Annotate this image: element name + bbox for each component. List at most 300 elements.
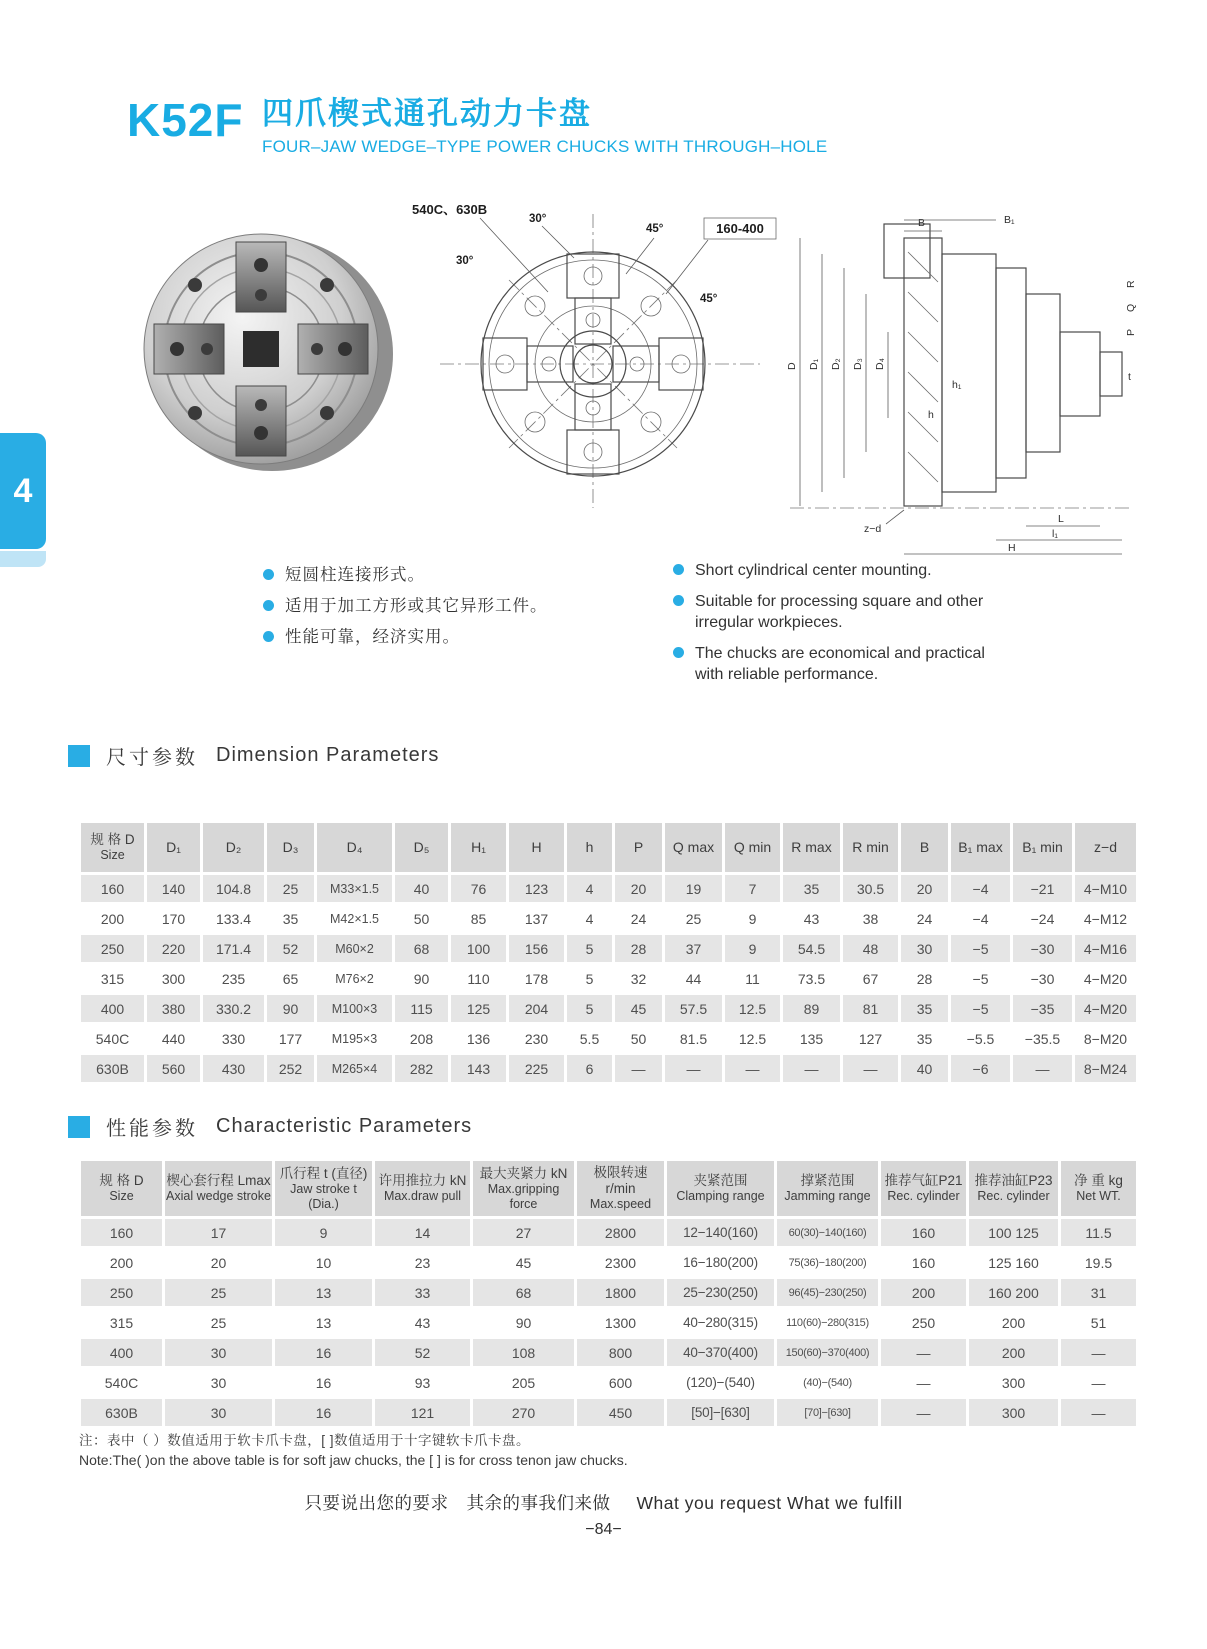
front-view-drawing	[408, 196, 780, 512]
column-header: 最大夹紧力 kN Max.gripping force	[472, 1160, 576, 1218]
characteristic-header-row	[80, 1160, 1138, 1218]
feature-text: 短圆柱连接形式。	[285, 566, 425, 584]
value-cell: 40	[900, 1054, 950, 1084]
value-cell: 150(60)−370(400)	[776, 1338, 880, 1368]
value-cell: 115	[394, 994, 450, 1024]
value-cell: 65	[266, 964, 316, 994]
value-cell: 25	[164, 1308, 274, 1338]
value-cell: 100 125	[968, 1218, 1060, 1248]
value-cell: 33	[374, 1278, 472, 1308]
feature-text: Suitable for processing square and other irregular workpieces.	[695, 593, 984, 631]
value-cell: 5	[566, 934, 614, 964]
value-cell: 2300	[576, 1248, 666, 1278]
value-cell: —	[880, 1398, 968, 1428]
table-row	[80, 1338, 1138, 1368]
dim-P: P	[1125, 328, 1137, 336]
value-cell: 68	[394, 934, 450, 964]
value-cell: 160 200	[968, 1278, 1060, 1308]
feature-text: The chucks are economical and practical with reliable performance.	[695, 645, 985, 683]
width-dimensions	[904, 214, 1015, 421]
value-cell: 12.5	[724, 994, 782, 1024]
value-cell: 8−M24	[1074, 1054, 1138, 1084]
value-cell: 800	[576, 1338, 666, 1368]
value-cell: 177	[266, 1024, 316, 1054]
chapter-tab-shadow	[0, 551, 46, 567]
angle-45-label: 45°	[646, 223, 664, 235]
column-header: Q max	[664, 822, 724, 874]
dim-Q: Q	[1125, 303, 1137, 312]
value-cell: 270	[472, 1398, 576, 1428]
value-cell: 143	[450, 1054, 508, 1084]
table-row	[80, 1308, 1138, 1338]
column-header: 推荐气缸P21 Rec. cylinder	[880, 1160, 968, 1218]
feature-item	[263, 596, 663, 617]
column-header: P	[614, 822, 664, 874]
angle-30-label: 30°	[529, 213, 547, 225]
value-cell: 204	[508, 994, 566, 1024]
value-cell: 20	[164, 1248, 274, 1278]
section-view-drawing	[782, 212, 1144, 560]
column-header: H₁	[450, 822, 508, 874]
footer-slogan-cn: 只要说出您的要求 其余的事我们来做	[304, 1493, 611, 1513]
bullet-icon	[673, 595, 684, 606]
value-cell: 28	[614, 934, 664, 964]
value-cell: 300	[968, 1368, 1060, 1398]
section-title-en: Dimension Parameters	[216, 744, 440, 766]
page-header	[127, 93, 243, 147]
size-cell: 160	[80, 874, 146, 904]
value-cell: 205	[472, 1368, 576, 1398]
value-cell: 6	[566, 1054, 614, 1084]
size-cell: 540C	[80, 1368, 164, 1398]
column-header: 爪行程 t (直径) Jaw stroke t (Dia.)	[274, 1160, 374, 1218]
value-cell: 19.5	[1060, 1248, 1138, 1278]
value-cell: 220	[146, 934, 202, 964]
value-cell: 110	[450, 964, 508, 994]
centerlines	[440, 214, 760, 508]
value-cell: −6	[950, 1054, 1012, 1084]
value-cell: 136	[450, 1024, 508, 1054]
value-cell: 67	[842, 964, 900, 994]
section-marker	[68, 745, 90, 767]
value-cell: [50]−[630]	[666, 1398, 776, 1428]
value-cell: M195×3	[316, 1024, 394, 1054]
column-header: h	[566, 822, 614, 874]
table-row	[80, 1024, 1138, 1054]
value-cell: 11.5	[1060, 1218, 1138, 1248]
chapter-number: 4	[13, 471, 33, 510]
size-cell: 200	[80, 904, 146, 934]
column-header: R min	[842, 822, 900, 874]
value-cell: 43	[374, 1308, 472, 1338]
angle-30b-label: 30°	[456, 255, 474, 267]
value-cell: 4−M12	[1074, 904, 1138, 934]
value-cell: M60×2	[316, 934, 394, 964]
dim-H: H	[1008, 542, 1016, 554]
value-cell: 380	[146, 994, 202, 1024]
size-cell: 250	[80, 934, 146, 964]
column-header: D₃	[266, 822, 316, 874]
value-cell: 225	[508, 1054, 566, 1084]
value-cell: −21	[1012, 874, 1074, 904]
column-header: 规 格 D Size	[80, 1160, 164, 1218]
feature-text: 适用于加工方形或其它异形工件。	[285, 597, 548, 615]
value-cell: 50	[614, 1024, 664, 1054]
value-cell: 20	[614, 874, 664, 904]
footer-slogan-en: What you request What we fulfill	[636, 1493, 903, 1513]
table-row	[80, 874, 1138, 904]
value-cell: 44	[664, 964, 724, 994]
dim-D: D	[786, 362, 798, 370]
value-cell: 89	[782, 994, 842, 1024]
right-dimensions	[1125, 280, 1137, 383]
value-cell: 600	[576, 1368, 666, 1398]
value-cell: 300	[968, 1398, 1060, 1428]
value-cell: 450	[576, 1398, 666, 1428]
value-cell: −4	[950, 904, 1012, 934]
dim-t: t	[1128, 371, 1131, 383]
value-cell: 1300	[576, 1308, 666, 1338]
column-header: z−d	[1074, 822, 1138, 874]
value-cell: 24	[900, 904, 950, 934]
value-cell: 30	[900, 934, 950, 964]
value-cell: 17	[164, 1218, 274, 1248]
value-cell: 13	[274, 1308, 374, 1338]
note-cn: 注：表中（ ）数值适用于软卡爪卡盘，[ ]数值适用于十字键软卡爪卡盘。	[79, 1433, 531, 1448]
value-cell: 4−M16	[1074, 934, 1138, 964]
value-cell: 100	[450, 934, 508, 964]
size-cell: 315	[80, 964, 146, 994]
value-cell: 252	[266, 1054, 316, 1084]
dim-h1: h₁	[952, 379, 962, 391]
value-cell: 37	[664, 934, 724, 964]
value-cell: 250	[880, 1308, 968, 1338]
bullet-icon	[263, 631, 274, 642]
value-cell: 48	[842, 934, 900, 964]
value-cell: 4	[566, 904, 614, 934]
bullet-icon	[673, 647, 684, 658]
value-cell: −35	[1012, 994, 1074, 1024]
value-cell: 57.5	[664, 994, 724, 1024]
size-cell: 160	[80, 1218, 164, 1248]
column-header: 净 重 kg Net WT.	[1060, 1160, 1138, 1218]
table-row	[80, 1054, 1138, 1084]
table-row	[80, 1368, 1138, 1398]
value-cell: 45	[472, 1248, 576, 1278]
dim-R: R	[1125, 280, 1137, 288]
value-cell: —	[880, 1338, 968, 1368]
value-cell: M33×1.5	[316, 874, 394, 904]
value-cell: 200	[968, 1338, 1060, 1368]
value-cell: 440	[146, 1024, 202, 1054]
value-cell: 13	[274, 1278, 374, 1308]
value-cell: −30	[1012, 934, 1074, 964]
value-cell: —	[614, 1054, 664, 1084]
bullet-icon	[263, 569, 274, 580]
value-cell: [70]−[630]	[776, 1398, 880, 1428]
dimension-section-header	[68, 741, 439, 770]
value-cell: 25	[164, 1278, 274, 1308]
value-cell: M76×2	[316, 964, 394, 994]
value-cell: 24	[614, 904, 664, 934]
value-cell: −5	[950, 994, 1012, 1024]
size-cell: 250	[80, 1278, 164, 1308]
value-cell: 23	[374, 1248, 472, 1278]
value-cell: 40−280(315)	[666, 1308, 776, 1338]
value-cell: 25−230(250)	[666, 1278, 776, 1308]
value-cell: 430	[202, 1054, 266, 1084]
leader-lines	[480, 218, 708, 294]
value-cell: 300	[146, 964, 202, 994]
dim-D3: D₃	[852, 358, 864, 370]
size-cell: 400	[80, 994, 146, 1024]
value-cell: 160	[880, 1248, 968, 1278]
value-cell: —	[880, 1368, 968, 1398]
value-cell: 35	[900, 994, 950, 1024]
feature-item	[673, 591, 1003, 633]
value-cell: 170	[146, 904, 202, 934]
value-cell: 200	[968, 1308, 1060, 1338]
section-marker	[68, 1116, 90, 1138]
table-row	[80, 1248, 1138, 1278]
column-header: 许用推拉力 kN Max.draw pull	[374, 1160, 472, 1218]
value-cell: 51	[1060, 1308, 1138, 1338]
value-cell: 54.5	[782, 934, 842, 964]
page-title-en: FOUR–JAW WEDGE–TYPE POWER CHUCKS WITH THROUGH–HOLE	[262, 137, 828, 156]
features-list-en	[673, 560, 1003, 695]
angle-45b-label: 45°	[700, 293, 718, 305]
value-cell: 8−M20	[1074, 1024, 1138, 1054]
value-cell: 108	[472, 1338, 576, 1368]
characteristic-section-header	[68, 1112, 472, 1141]
value-cell: 40	[394, 874, 450, 904]
size-cell: 630B	[80, 1054, 146, 1084]
value-cell: 30	[164, 1398, 274, 1428]
value-cell: 60(30)−140(160)	[776, 1218, 880, 1248]
value-cell: 27	[472, 1218, 576, 1248]
dim-h: h	[928, 409, 934, 421]
diameter-dimensions	[786, 238, 888, 506]
value-cell: 50	[394, 904, 450, 934]
note-en: Note:The( )on the above table is for soft jaw chucks, the [ ] is for cross tenon jaw chucks.	[79, 1452, 628, 1468]
dim-B: B	[918, 217, 926, 229]
value-cell: 81.5	[664, 1024, 724, 1054]
size-cell: 200	[80, 1248, 164, 1278]
page-title-cn: 四爪楔式通孔动力卡盘	[262, 96, 592, 131]
value-cell: 171.4	[202, 934, 266, 964]
column-header: 夹紧范围 Clamping range	[666, 1160, 776, 1218]
feature-item	[263, 565, 663, 586]
value-cell: 178	[508, 964, 566, 994]
range-label: 160-400	[716, 221, 764, 236]
table-row	[80, 1398, 1138, 1428]
value-cell: 35	[266, 904, 316, 934]
value-cell: 30.5	[842, 874, 900, 904]
value-cell: 110(60)−280(315)	[776, 1308, 880, 1338]
section-title-cn: 尺寸参数	[106, 747, 198, 769]
feature-item	[673, 643, 1003, 685]
value-cell: (40)−(540)	[776, 1368, 880, 1398]
table-row	[80, 964, 1138, 994]
feature-item	[673, 560, 1003, 581]
value-cell: 200	[880, 1278, 968, 1308]
value-cell: 156	[508, 934, 566, 964]
value-cell: 73.5	[782, 964, 842, 994]
column-header: B₁ min	[1012, 822, 1074, 874]
value-cell: M42×1.5	[316, 904, 394, 934]
characteristic-table	[78, 1158, 1139, 1429]
value-cell: 5	[566, 994, 614, 1024]
value-cell: 4	[566, 874, 614, 904]
value-cell: 16−180(200)	[666, 1248, 776, 1278]
value-cell: 81	[842, 994, 900, 1024]
value-cell: 121	[374, 1398, 472, 1428]
value-cell: 235	[202, 964, 266, 994]
value-cell: 137	[508, 904, 566, 934]
value-cell: 5	[566, 964, 614, 994]
value-cell: —	[724, 1054, 782, 1084]
table-row	[80, 1218, 1138, 1248]
value-cell: 330.2	[202, 994, 266, 1024]
column-header: D₁	[146, 822, 202, 874]
dimension-table	[78, 820, 1139, 1085]
value-cell: 90	[266, 994, 316, 1024]
value-cell: —	[1060, 1338, 1138, 1368]
size-cell: 400	[80, 1338, 164, 1368]
dim-B1: B₁	[1004, 214, 1015, 226]
dim-D2: D₂	[830, 358, 842, 370]
bullet-icon	[263, 600, 274, 611]
column-header: D₅	[394, 822, 450, 874]
value-cell: 16	[274, 1368, 374, 1398]
column-header: 撑紧范围 Jamming range	[776, 1160, 880, 1218]
value-cell: 135	[782, 1024, 842, 1054]
value-cell: 127	[842, 1024, 900, 1054]
column-header: 楔心套行程 Lmax Axial wedge stroke	[164, 1160, 274, 1218]
dim-l1: l₁	[1052, 528, 1058, 540]
chuck-photo	[122, 210, 402, 490]
value-cell: 90	[472, 1308, 576, 1338]
bottom-dimensions	[864, 510, 1122, 554]
value-cell: −35.5	[1012, 1024, 1074, 1054]
value-cell: —	[782, 1054, 842, 1084]
value-cell: 125 160	[968, 1248, 1060, 1278]
column-header: B	[900, 822, 950, 874]
value-cell: 10	[274, 1248, 374, 1278]
value-cell: 40−370(400)	[666, 1338, 776, 1368]
table-row	[80, 904, 1138, 934]
value-cell: 160	[880, 1218, 968, 1248]
value-cell: 12−140(160)	[666, 1218, 776, 1248]
column-header: 推荐油缸P23 Rec. cylinder	[968, 1160, 1060, 1218]
value-cell: 4−M10	[1074, 874, 1138, 904]
value-cell: 31	[1060, 1278, 1138, 1308]
column-header: H	[508, 822, 566, 874]
column-header: 极限转速 r/min Max.speed	[576, 1160, 666, 1218]
model-code: K52F	[127, 94, 244, 146]
value-cell: —	[1012, 1054, 1074, 1084]
value-cell: 16	[274, 1398, 374, 1428]
value-cell: −30	[1012, 964, 1074, 994]
section-title-en: Characteristic Parameters	[216, 1115, 473, 1137]
value-cell: 1800	[576, 1278, 666, 1308]
column-header: R max	[782, 822, 842, 874]
value-cell: 125	[450, 994, 508, 1024]
value-cell: 30	[164, 1338, 274, 1368]
value-cell: 7	[724, 874, 782, 904]
value-cell: M100×3	[316, 994, 394, 1024]
dim-zd: z−d	[864, 523, 882, 535]
value-cell: 30	[164, 1368, 274, 1398]
range-label-box	[704, 218, 776, 239]
value-cell: −5	[950, 964, 1012, 994]
feature-text: 性能可靠，经济实用。	[285, 628, 460, 646]
value-cell: 93	[374, 1368, 472, 1398]
value-cell: −5	[950, 934, 1012, 964]
value-cell: 133.4	[202, 904, 266, 934]
value-cell: 28	[900, 964, 950, 994]
value-cell: 16	[274, 1338, 374, 1368]
value-cell: —	[664, 1054, 724, 1084]
value-cell: 282	[394, 1054, 450, 1084]
value-cell: 52	[266, 934, 316, 964]
value-cell: 4−M20	[1074, 964, 1138, 994]
value-cell: 9	[724, 904, 782, 934]
value-cell: 38	[842, 904, 900, 934]
size-cell: 540C	[80, 1024, 146, 1054]
value-cell: 9	[274, 1218, 374, 1248]
value-cell: (120)−(540)	[666, 1368, 776, 1398]
size-cell: 630B	[80, 1398, 164, 1428]
chapter-tab	[0, 433, 46, 549]
value-cell: 4−M20	[1074, 994, 1138, 1024]
column-header: B₁ max	[950, 822, 1012, 874]
value-cell: 45	[614, 994, 664, 1024]
front-model-label: 540C、630B	[412, 202, 488, 217]
value-cell: 68	[472, 1278, 576, 1308]
value-cell: 96(45)−230(250)	[776, 1278, 880, 1308]
dim-L: L	[1058, 513, 1064, 525]
column-header: 规 格 D Size	[80, 822, 146, 874]
value-cell: 208	[394, 1024, 450, 1054]
value-cell: −5.5	[950, 1024, 1012, 1054]
bullet-icon	[673, 564, 684, 575]
size-cell: 315	[80, 1308, 164, 1338]
value-cell: M265×4	[316, 1054, 394, 1084]
dim-D4: D₄	[874, 358, 886, 370]
value-cell: 25	[266, 874, 316, 904]
value-cell: 12.5	[724, 1024, 782, 1054]
value-cell: −4	[950, 874, 1012, 904]
value-cell: —	[1060, 1398, 1138, 1428]
footer-slogan	[0, 1490, 1207, 1515]
value-cell: 32	[614, 964, 664, 994]
table-row	[80, 994, 1138, 1024]
table-row	[80, 934, 1138, 964]
value-cell: 11	[724, 964, 782, 994]
features-list-cn	[263, 565, 663, 658]
dimension-header-row	[80, 822, 1138, 874]
value-cell: 35	[782, 874, 842, 904]
value-cell: 20	[900, 874, 950, 904]
value-cell: −24	[1012, 904, 1074, 934]
value-cell: 123	[508, 874, 566, 904]
dim-D1: D₁	[808, 358, 820, 370]
value-cell: 560	[146, 1054, 202, 1084]
column-header: D₂	[202, 822, 266, 874]
value-cell: 9	[724, 934, 782, 964]
value-cell: —	[1060, 1368, 1138, 1398]
